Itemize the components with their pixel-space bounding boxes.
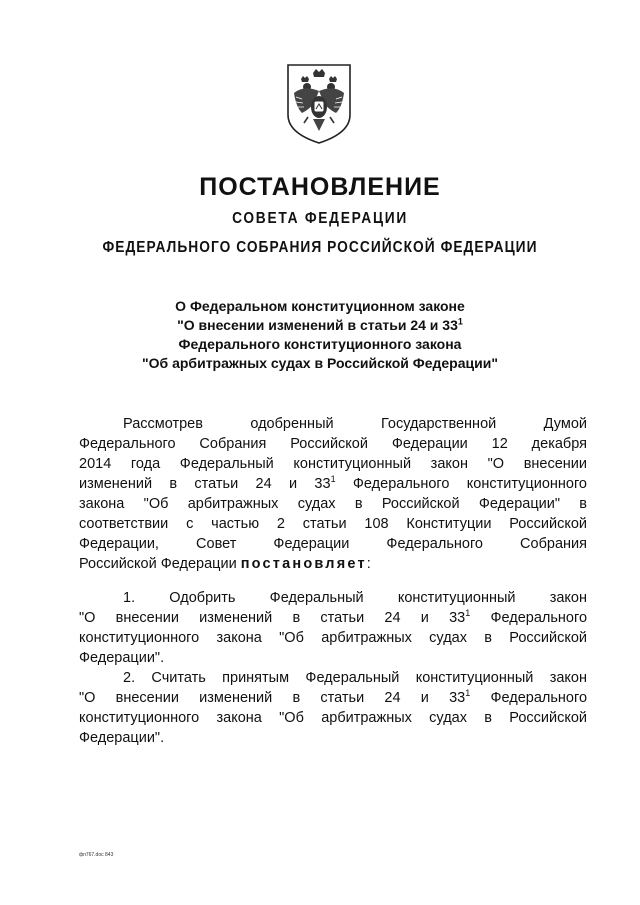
- subject-line: "Об арбитражных судах в Российской Федерации": [142, 355, 498, 371]
- text-line: 2014 года Федеральный конституционный закон "О внесении: [79, 456, 587, 472]
- text-line: Федерации".: [79, 730, 165, 746]
- document-code: фп767.doc 843: [79, 852, 114, 858]
- preamble-paragraph: [79, 414, 587, 574]
- text-line: [79, 474, 587, 494]
- resolution-item-1: [79, 588, 587, 668]
- text-line: [79, 688, 587, 708]
- text-line: Федерального Собрания Российской Федерации 12 декабря: [79, 436, 587, 452]
- text-fragment: "О внесении изменений в статьи 24 и 33: [79, 690, 466, 706]
- text-line: соответствии с частью 2 статьи 108 Конституции Российской: [79, 516, 587, 532]
- text-fragment: Федерального: [470, 610, 588, 626]
- text-line: конституционного закона "Об арбитражных судах в Российской: [79, 630, 587, 646]
- document-subject: [0, 297, 640, 373]
- text-line: Федерации".: [79, 650, 165, 666]
- text-fragment: Российской Федерации: [79, 556, 241, 572]
- superscript: 1: [465, 688, 471, 699]
- subject-line: [0, 316, 640, 335]
- text-fragment: изменений в статьи 24 и 33: [79, 476, 331, 492]
- text-line: 2. Считать принятым Федеральный конституционный закон: [123, 670, 587, 686]
- text-fragment: Федерального конституционного: [335, 476, 587, 492]
- resolves-word: постановляет: [240, 556, 367, 572]
- coat-of-arms-icon: [284, 63, 354, 145]
- text-line: 1. Одобрить Федеральный конституционный закон: [123, 590, 587, 606]
- text-line: [79, 608, 587, 628]
- subject-line-text: "О внесении изменений в статьи 24 и 33: [177, 317, 458, 333]
- resolution-item-2: [79, 668, 587, 748]
- subject-line: Федерального конституционного закона: [178, 336, 462, 352]
- text-fragment: Федерального: [470, 690, 588, 706]
- subject-line: О Федеральном конституционном законе: [175, 298, 465, 314]
- superscript: 1: [465, 608, 471, 619]
- text-line: конституционного закона "Об арбитражных судах в Российской: [79, 710, 587, 726]
- text-fragment: "О внесении изменений в статьи 24 и 33: [79, 610, 466, 626]
- superscript: 1: [457, 316, 463, 327]
- document-title: ПОСТАНОВЛЕНИЕ: [199, 173, 441, 201]
- text-line: Рассмотрев одобренный Государственной Думой: [123, 416, 587, 432]
- text-fragment: :: [366, 556, 371, 572]
- text-line: закона "Об арбитражных судах в Российской Федерации" в: [79, 496, 587, 512]
- document-subtitle-line2: ФЕДЕРАЛЬНОГО СОБРАНИЯ РОССИЙСКОЙ ФЕДЕРАЦИИ: [102, 239, 538, 256]
- superscript: 1: [330, 474, 336, 485]
- text-line: [79, 554, 587, 574]
- document-subtitle-line1: СОВЕТА ФЕДЕРАЦИИ: [232, 210, 408, 227]
- text-line: Федерации, Совет Федерации Федерального Собрания: [79, 536, 587, 552]
